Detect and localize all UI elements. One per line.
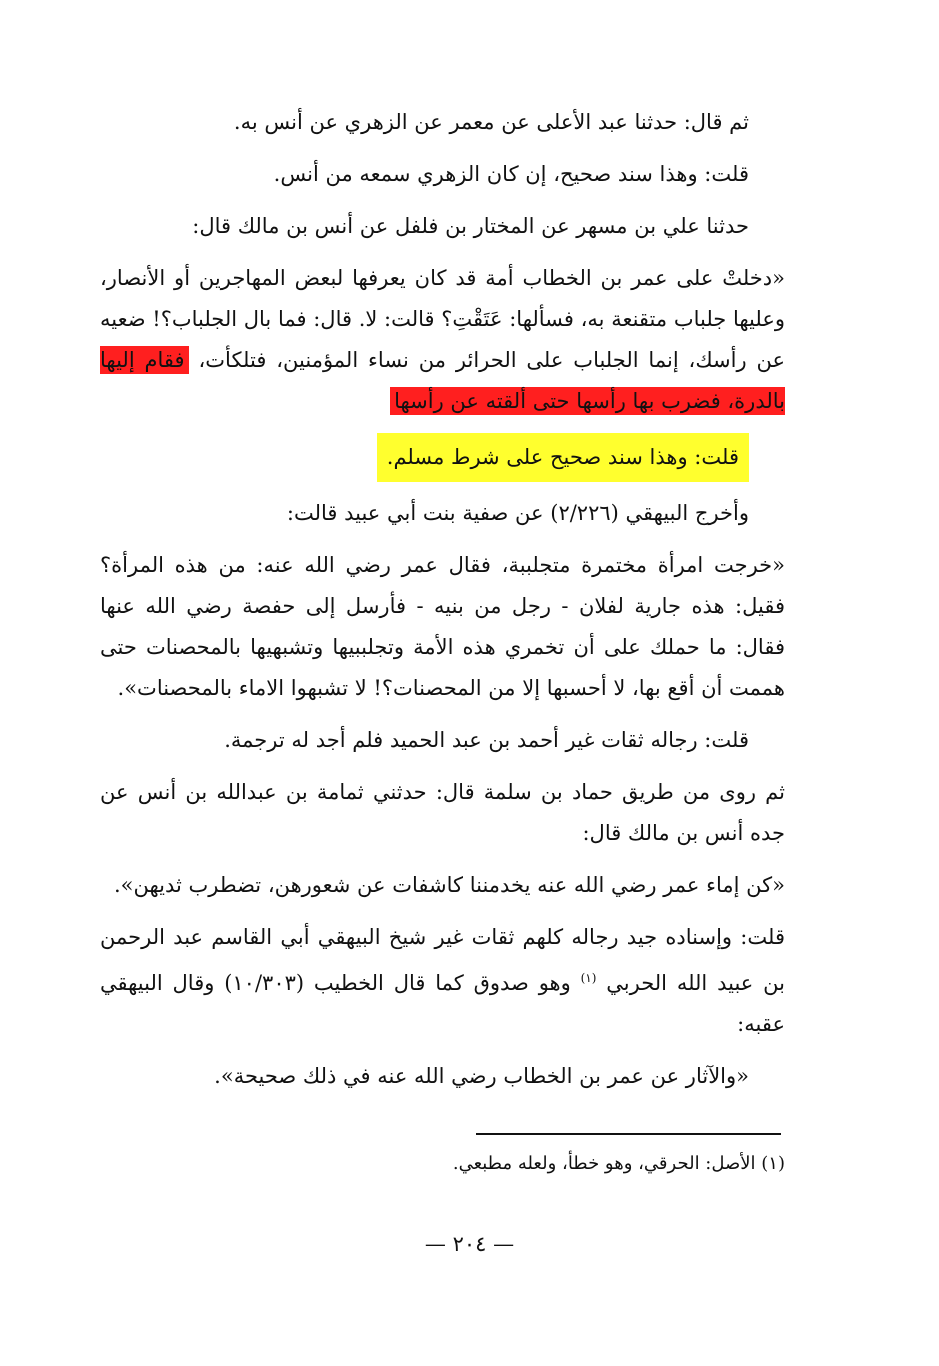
- page-number: — ٢٠٤ —: [424, 1232, 515, 1256]
- paragraph-11-text: قلت: وإسناده جيد رجاله كلهم ثقات غير شيخ البيهقي أبي القاسم عبد الرحمن بن عبيد الله الحربي: [100, 925, 785, 995]
- paragraph-1: ثم قال: حدثنا عبد الأعلى عن معمر عن الزهري عن أنس به.: [233, 110, 749, 134]
- footnote: (١) الأصل: الحرقي، وهو خطأ، ولعله مطبعي.: [452, 1153, 785, 1174]
- quote-paragraph-1: [100, 258, 785, 422]
- quote-paragraph-3: «كن إماء عمر رضي الله عنه يخدمننا كاشفات عن شعورهن، تضطرب ثديهن».: [113, 873, 785, 897]
- footnote-marker: (١): [580, 971, 597, 985]
- quote-text: «دخلتْ على عمر بن الخطاب أمة قد كان يعرفها لبعض المهاجرين أو الأنصار، وعليها جلباب متقنعة به، فسألها: عَتَقْتِ؟ قالت: لا. قال: فما بال الجلباب؟! ضعيه عن رأسك، إنما الجلباب على الحرائر من نساء المؤمنين، فتلكأت،: [100, 266, 785, 372]
- paragraph-2: قلت: وهذا سند صحيح، إن كان الزهري سمعه من أنس.: [273, 162, 749, 186]
- red-highlight-text: فقام إليها بالدرة، فضرب بها رأسها حتى ألقته عن رأسها: [100, 348, 785, 413]
- footnote-divider: [476, 1133, 781, 1135]
- paragraph-6: وأخرج البيهقي (٢/٢٢٦) عن صفية بنت أبي عبيد قالت:: [286, 501, 749, 525]
- paragraph-3: حدثنا علي بن مسهر عن المختار بن فلفل عن أنس بن مالك قال:: [192, 214, 749, 238]
- quote-paragraph-4: «والآثار عن عمر بن الخطاب رضي الله عنه في ذلك صحيحة».: [214, 1064, 749, 1088]
- yellow-highlight-text: قلت: وهذا سند صحيح على شرط مسلم.: [377, 433, 749, 482]
- paragraph-11-text-end: وهو صدوق كما قال الخطيب (١٠/٣٠٣) وقال البيهقي عقبه:: [100, 971, 785, 1036]
- page-body: [100, 102, 785, 1108]
- paragraph-11: [100, 917, 785, 1045]
- paragraph-5: [100, 433, 785, 482]
- quote-paragraph-2: «خرجت امرأة مختمرة متجلببة، فقال عمر رضي الله عنه: من هذه المرأة؟ فقيل: هذه جارية لفلان - رجل من بنيه - فأرسل إلى حفصة رضي الله عنها فقال: ما حملك على أن تخمري هذه الأمة وتجلببيها وتشبهيها بالمحصنات حتى هممت أن أقع بها، لا أحسبها إلا من المحصنات؟! لا تشبهوا الاماء بالمحصنات».: [100, 553, 785, 700]
- paragraph-9: ثم روى من طريق حماد بن سلمة قال: حدثني ثمامة بن عبدالله بن أنس عن جده أنس بن مالك قال:: [100, 780, 785, 845]
- paragraph-8: قلت: رجاله ثقات غير أحمد بن عبد الحميد فلم أجد له ترجمة.: [224, 728, 749, 752]
